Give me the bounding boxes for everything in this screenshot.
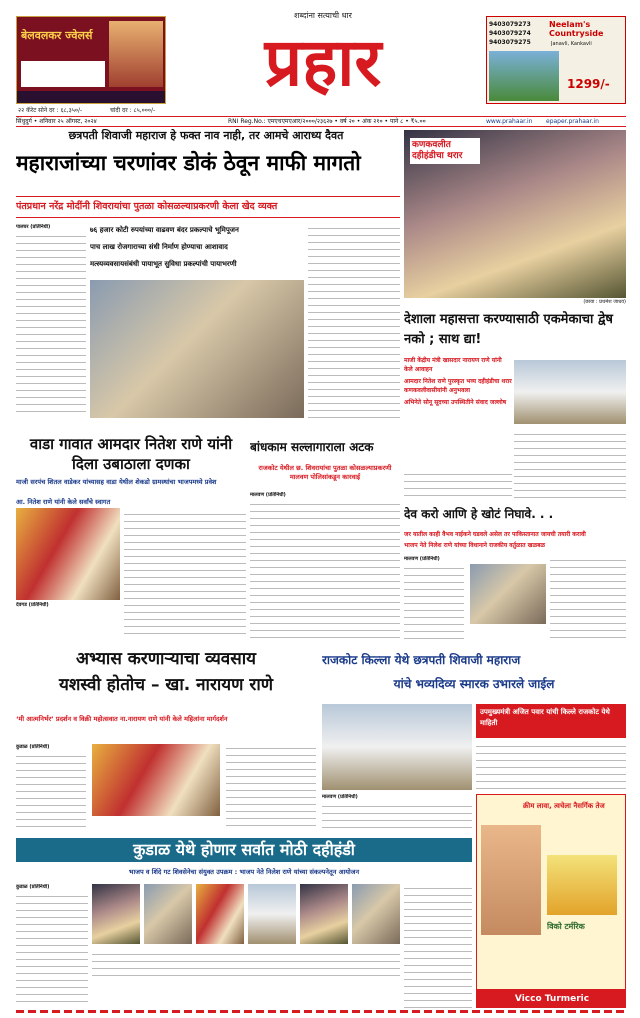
kudal-photo-6 bbox=[352, 884, 400, 944]
ad-right-sub: Janavli, Kankavli bbox=[551, 41, 592, 47]
ad-left-model-photo bbox=[109, 21, 163, 87]
top-story-headline: महाराजांच्या चरणांवर डोकं ठेवून माफी मागतो bbox=[16, 151, 361, 175]
mahasatta-body bbox=[514, 430, 626, 500]
dahihandi-caption: (छाया : प्रथमेश जाधव) bbox=[583, 299, 626, 305]
top-story-kicker: छत्रपती शिवाजी महाराज हे फक्त नाव नाही, तर आमचे आराध्य दैवत bbox=[68, 129, 344, 142]
kudal-body-3 bbox=[404, 884, 472, 1008]
rajkot-photo bbox=[322, 704, 472, 790]
bandhkam-dateline: मालवण (प्रतिनिधी) bbox=[250, 492, 286, 498]
masthead-tagline: शब्दांना सत्याची धार bbox=[294, 11, 352, 20]
top-story-body-2 bbox=[308, 224, 400, 418]
top-story-bullets bbox=[90, 222, 304, 276]
mahasatta-bullets bbox=[404, 356, 512, 466]
ad-bottom-brand: विको टर्मरिक bbox=[547, 922, 585, 931]
kudal-body bbox=[16, 892, 88, 1008]
rajkot-body-2 bbox=[322, 802, 472, 832]
abhyas-body-2 bbox=[226, 744, 316, 832]
registration: RNI Reg.No.: एमएचएमएआर/२०००/२३६२७ • वर्ष २० • अंक २१० • पाने ८ • ₹५.०० bbox=[228, 118, 426, 125]
silver-rate: चांदी दर : ८५,०००/- bbox=[110, 107, 156, 114]
rajkot-dateline: मालवण (प्रतिनिधी) bbox=[322, 794, 358, 800]
bullet-1: ७६ हजार कोटी रुपयांच्या वाढवण बंदर प्रकल्पाचे भूमिपूजन bbox=[90, 226, 239, 234]
mahasatta-body-left bbox=[404, 470, 512, 500]
abhyas-photo bbox=[92, 744, 220, 816]
bullet-2: पाच लाख रोजगाराच्या संधी निर्माण होण्याचा आशावाद bbox=[90, 243, 228, 251]
abhyas-headline-1: अभ्यास करणाऱ्याचा व्यवसाय bbox=[76, 649, 256, 669]
rajkot-headline-2: यांचे भव्यदिव्य स्मारक उभारले जाईल bbox=[393, 677, 555, 691]
wada-sub-2: आ. नितेश राणे यांनी केले सर्वांचे स्वागत bbox=[16, 498, 111, 506]
kudal-photo-1 bbox=[92, 884, 140, 944]
ad-bottom-footer: Vicco Turmeric bbox=[477, 989, 626, 1008]
ad-right-phone-1: 9403079273 bbox=[489, 21, 531, 28]
abhyas-dateline: कुडाळ (प्रतिनिधी) bbox=[16, 744, 50, 750]
top-story-body bbox=[16, 232, 86, 417]
wada-sub-1: माजी सरपंच शितल वाडेकर यांच्यासह वाडा येथील शेकडो ग्रामस्थांचा भाजपमध्ये प्रवेश bbox=[16, 478, 217, 486]
gold-rate: २२ कॅरेट सोने दर : ६८,३५०/- bbox=[18, 107, 83, 114]
kudal-photo-4 bbox=[248, 884, 296, 944]
abhyas-deck: ‘मी आत्मनिर्भर’ प्रदर्शन व विक्री महोत्सवात ना.नारायण राणे यांनी केले महिलांना मार्गदर्शन bbox=[16, 715, 228, 723]
kudal-photo-2 bbox=[144, 884, 192, 944]
ad-right-photo bbox=[489, 51, 559, 101]
ad-right-resort bbox=[486, 16, 626, 104]
abhyas-body bbox=[16, 752, 86, 832]
kudal-body-2 bbox=[92, 950, 400, 980]
issue-date: सिंधुदुर्ग • शनिवार २५ ऑगस्ट, २०२४ bbox=[16, 118, 97, 125]
ad-bottom-vicco bbox=[476, 794, 626, 1008]
mahasatta-bullet-3: अभिनेते सोनू सूदच्या उपस्थितीने संवाद जल्लोष bbox=[404, 399, 507, 406]
masthead-logo: प्रहार bbox=[264, 23, 382, 101]
ad-right-phone-3: 9403079275 bbox=[489, 39, 531, 46]
website-link[interactable]: www.prahaar.in bbox=[486, 118, 533, 125]
ad-right-phone-2: 9403079274 bbox=[489, 30, 531, 37]
mahasatta-bullet-2: आमदार नितेश राणे पुरस्कृत भव्य दहीहंडीचा थरार कणकवलीवासीयांनी अनुभवला bbox=[404, 378, 512, 394]
ad-right-price: 1299/- bbox=[567, 77, 610, 91]
mahasatta-headline: देशाला महासत्ता करण्यासाठी एकमेकाचा द्वेष नको ; साथ द्या! bbox=[404, 312, 613, 347]
dev-headline: देव करो आणि हे खोटं निघावे. . . bbox=[404, 507, 554, 521]
kudal-deck: भाजप व शिंदे गट शिवसेनेचा संयुक्त उपक्रम : भाजप नेते निलेश राणे यांच्या संकल्पनेतून आयोजन bbox=[128, 868, 360, 876]
ad-left-jewellers bbox=[16, 16, 166, 104]
wada-photo bbox=[16, 508, 120, 600]
ad-left-offers bbox=[21, 61, 105, 87]
dev-photo bbox=[470, 564, 546, 624]
abhyas-headline-2: यशस्वी होतोच – खा. नारायण राणे bbox=[58, 675, 274, 695]
kudal-headline: कुडाळ येथे होणार सर्वात मोठी दहीहंडी bbox=[133, 840, 355, 859]
ad-left-footer bbox=[17, 91, 166, 104]
dev-bullet-1: जर यातील काही वैभव नाईकने घडवले असेल तर पाकिस्तानात जायची तयारी करावी bbox=[404, 531, 586, 538]
kudal-banner bbox=[16, 838, 472, 862]
top-story-deck: पंतप्रधान नरेंद्र मोदींनी शिवरायांचा पुतळा कोसळल्याप्रकरणी केला खेद व्यक्त bbox=[16, 196, 400, 218]
bullet-3: मत्स्यव्यवसायसंबंधी पायाभूत सुविधा प्रकल्पांची पायाभरणी bbox=[90, 260, 237, 268]
top-story-dateline: पालघर (प्रतिनिधी) bbox=[16, 224, 51, 230]
mahasatta-bullet-1: माजी केंद्रीय मंत्री खासदार नारायण राणे यांनी केले आवाहन bbox=[404, 357, 502, 373]
rajkot-body bbox=[476, 742, 626, 790]
top-story-photo bbox=[90, 280, 304, 418]
dev-body-2 bbox=[550, 556, 626, 640]
wada-body bbox=[124, 510, 246, 640]
kudal-dateline: कुडाळ (प्रतिनिधी) bbox=[16, 884, 50, 890]
rajkot-box: उपमुख्यमंत्री अजित पवार यांची किल्ले राजकोट येथे माहिती bbox=[476, 704, 626, 738]
dateline-bar bbox=[16, 116, 626, 127]
wada-dateline: देवगड (प्रतिनिधी) bbox=[16, 602, 49, 608]
ad-left-title: बेलवलकर ज्वेलर्स bbox=[21, 29, 93, 42]
ad-bottom-model bbox=[481, 825, 541, 935]
bandhkam-body bbox=[250, 500, 400, 640]
ad-right-title: Neelam's Countryside bbox=[549, 20, 604, 38]
mahasatta-photo bbox=[514, 360, 626, 424]
kudal-photo-5 bbox=[300, 884, 348, 944]
kudal-photo-3 bbox=[196, 884, 244, 944]
dev-bullet-2: भाजप नेते निलेश राणे यांच्या विधानाने राजकीय वर्तुळात खळबळ bbox=[404, 542, 546, 549]
dev-body bbox=[404, 564, 464, 640]
dahihandi-label: कणकवलीत दहीहंडीचा थरार bbox=[410, 138, 480, 164]
dev-dateline: मालवण (प्रतिनिधी) bbox=[404, 556, 440, 562]
bandhkam-headline: बांधकाम सल्लागाराला अटक bbox=[250, 440, 374, 454]
page-footer-rule bbox=[16, 1010, 626, 1013]
wada-headline: वाडा गावात आमदार नितेश राणे यांनी दिला उबाठाला दणका bbox=[29, 435, 233, 473]
epaper-link[interactable]: epaper.prahaar.in bbox=[546, 118, 599, 125]
rajkot-headline-1: राजकोट किल्ला येथे छत्रपती शिवाजी महाराज bbox=[322, 653, 521, 667]
ad-bottom-line: क्रीम लावा, त्वचेला नैसर्गिक तेज bbox=[523, 802, 605, 810]
bandhkam-deck: राजकोट येथील छ. शिवरायांचा पुतळा कोसळल्याप्रकरणी मालवण पोलिसांकडून कारवाई bbox=[258, 464, 392, 481]
ad-bottom-product bbox=[547, 855, 617, 915]
